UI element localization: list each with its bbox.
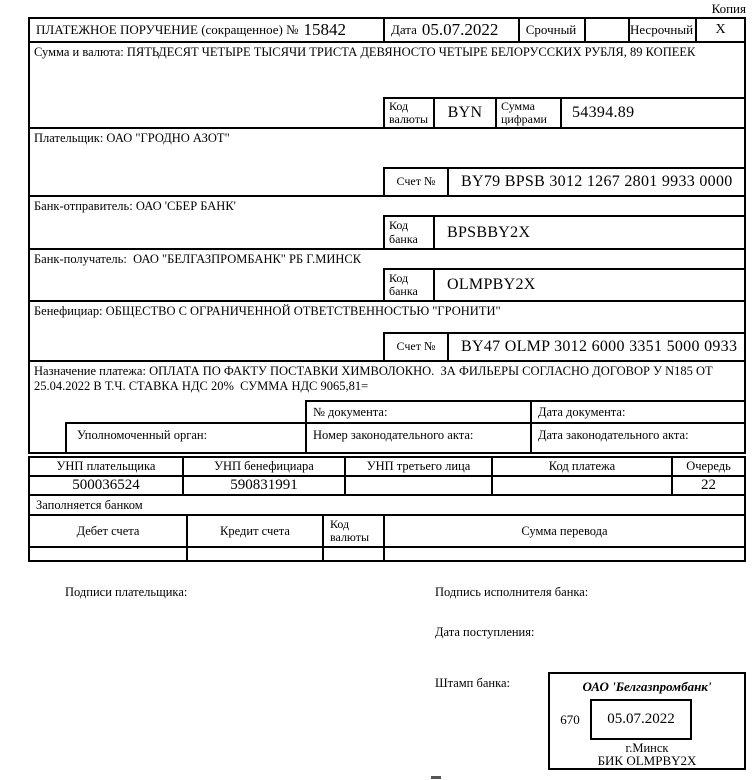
currency-code-cell xyxy=(322,546,385,562)
sender-bank-code-value: BPSBBY2X xyxy=(433,215,746,250)
bank-stamp-label: Штамп банка: xyxy=(435,676,510,690)
unp-value-beneficiary: 590831991 xyxy=(182,475,346,496)
unp-header-payment-code: Код платежа xyxy=(491,456,673,477)
bank-executor-signature-label: Подпись исполнителя банка: xyxy=(435,585,589,599)
date-value: 05.07.2022 xyxy=(421,20,499,39)
credit-account-header: Кредит счета xyxy=(186,514,324,548)
copy-label: Копия xyxy=(711,1,746,16)
non-urgent-value-cell: X xyxy=(715,22,726,37)
po-title-cell xyxy=(36,17,381,43)
payer-signatures-label: Подписи плательщика: xyxy=(65,585,188,599)
stamp-bank-name: ОАО 'Белгазпромбанк' xyxy=(582,679,712,694)
unp-header-third-party: УНП третьего лица xyxy=(344,456,493,477)
currency-code-header: Код валюты xyxy=(322,514,385,548)
authorized-body-label: Уполномоченный орган: xyxy=(65,422,307,454)
receiver-bank-label: Банк-получатель: ОАО "БЕЛГАЗПРОМБАНК" РБ Г.МИНСК xyxy=(34,252,362,266)
cutoff-text-artifact xyxy=(431,776,441,779)
unp-value-third-party xyxy=(344,475,493,496)
stamp-city: г.Минск xyxy=(625,741,669,755)
urgent-value-cell xyxy=(584,17,628,43)
purpose-text: Назначение платежа: ОПЛАТА ПО ФАКТУ ПОСТАВКИ ХИМВОЛОКНО. ЗА ФИЛЬЕРЫ СОГЛАСНО ДОГОВОР У N185 ОТ 25.04.2022 В Т.Ч. СТАВКА НДС 20% СУММА НДС 9065,81= xyxy=(34,364,716,393)
divider xyxy=(383,17,385,43)
po-number: 15842 xyxy=(303,20,346,39)
sender-bank-label: Банк-отправитель: ОАО 'СБЕР БАНК' xyxy=(34,199,236,213)
non-urgent-label: Несрочный xyxy=(629,22,694,37)
transfer-amount-header: Сумма перевода xyxy=(383,514,746,548)
unp-value-payment-code xyxy=(491,475,673,496)
date-label: Дата xyxy=(391,22,417,37)
payer-account-label: Счет № xyxy=(383,167,449,197)
stamp-bik: БИК OLMPBY2X xyxy=(597,753,697,768)
amount-digits-label: Сумма цифрами xyxy=(495,97,562,129)
bank-fill-section-label: Заполняется банком xyxy=(28,494,746,516)
currency-code-value: BYN xyxy=(433,97,497,129)
payer-label: Плательщик: ОАО "ГРОДНО АЗОТ" xyxy=(34,131,230,145)
beneficiary-label: Бенефициар: ОБЩЕСТВО С ОГРАНИЧЕННОЙ ОТВЕТСТВЕННОСТЬЮ "ГРОНИТИ" xyxy=(34,304,501,318)
act-date-label: Дата законодательного акта: xyxy=(530,422,746,454)
payer-account-value: BY79 BPSB 3012 1267 2801 9933 0000 xyxy=(447,167,746,197)
amount-in-words: Сумма и валюта: ПЯТЬДЕСЯТ ЧЕТЫРЕ ТЫСЯЧИ ТРИСТА ДЕВЯНОСТО ЧЕТЫРЕ БЕЛОРУССКИХ РУБЛЯ, 89 КОПЕЕК xyxy=(34,45,696,59)
amount-digits-value: 54394.89 xyxy=(560,97,746,129)
beneficiary-account-value: BY47 OLMP 3012 6000 3351 5000 0933 xyxy=(447,332,746,362)
unp-value-queue: 22 xyxy=(671,475,746,496)
debit-account-cell xyxy=(28,546,188,562)
beneficiary-account-label: Счет № xyxy=(383,332,449,362)
po-title: ПЛАТЕЖНОЕ ПОРУЧЕНИЕ (сокращенное) № xyxy=(36,22,299,37)
unp-header-payer: УНП плательщика xyxy=(28,456,184,477)
currency-code-label: Код валюты xyxy=(383,97,435,129)
receiver-bank-code-value: OLMPBY2X xyxy=(433,268,746,302)
unp-value-payer: 500036524 xyxy=(28,475,184,496)
credit-account-cell xyxy=(186,546,324,562)
doc-number-label: № документа: xyxy=(305,400,532,424)
stamp-date-box: 05.07.2022 xyxy=(590,699,692,740)
receiver-bank-code-label: Код банка xyxy=(383,268,435,302)
debit-account-header: Дебет счета xyxy=(28,514,188,548)
unp-header-queue: Очередь xyxy=(671,456,746,477)
urgent-label: Срочный xyxy=(525,22,577,37)
date-cell xyxy=(391,17,516,43)
sender-bank-code-label: Код банка xyxy=(383,215,435,250)
receipt-date-label: Дата поступления: xyxy=(435,625,535,639)
act-number-label: Номер законодательного акта: xyxy=(305,422,532,454)
unp-header-beneficiary: УНП бенефициара xyxy=(182,456,346,477)
doc-date-label: Дата документа: xyxy=(530,400,746,424)
stamp-code: 670 xyxy=(560,711,580,727)
transfer-amount-cell xyxy=(383,546,746,562)
